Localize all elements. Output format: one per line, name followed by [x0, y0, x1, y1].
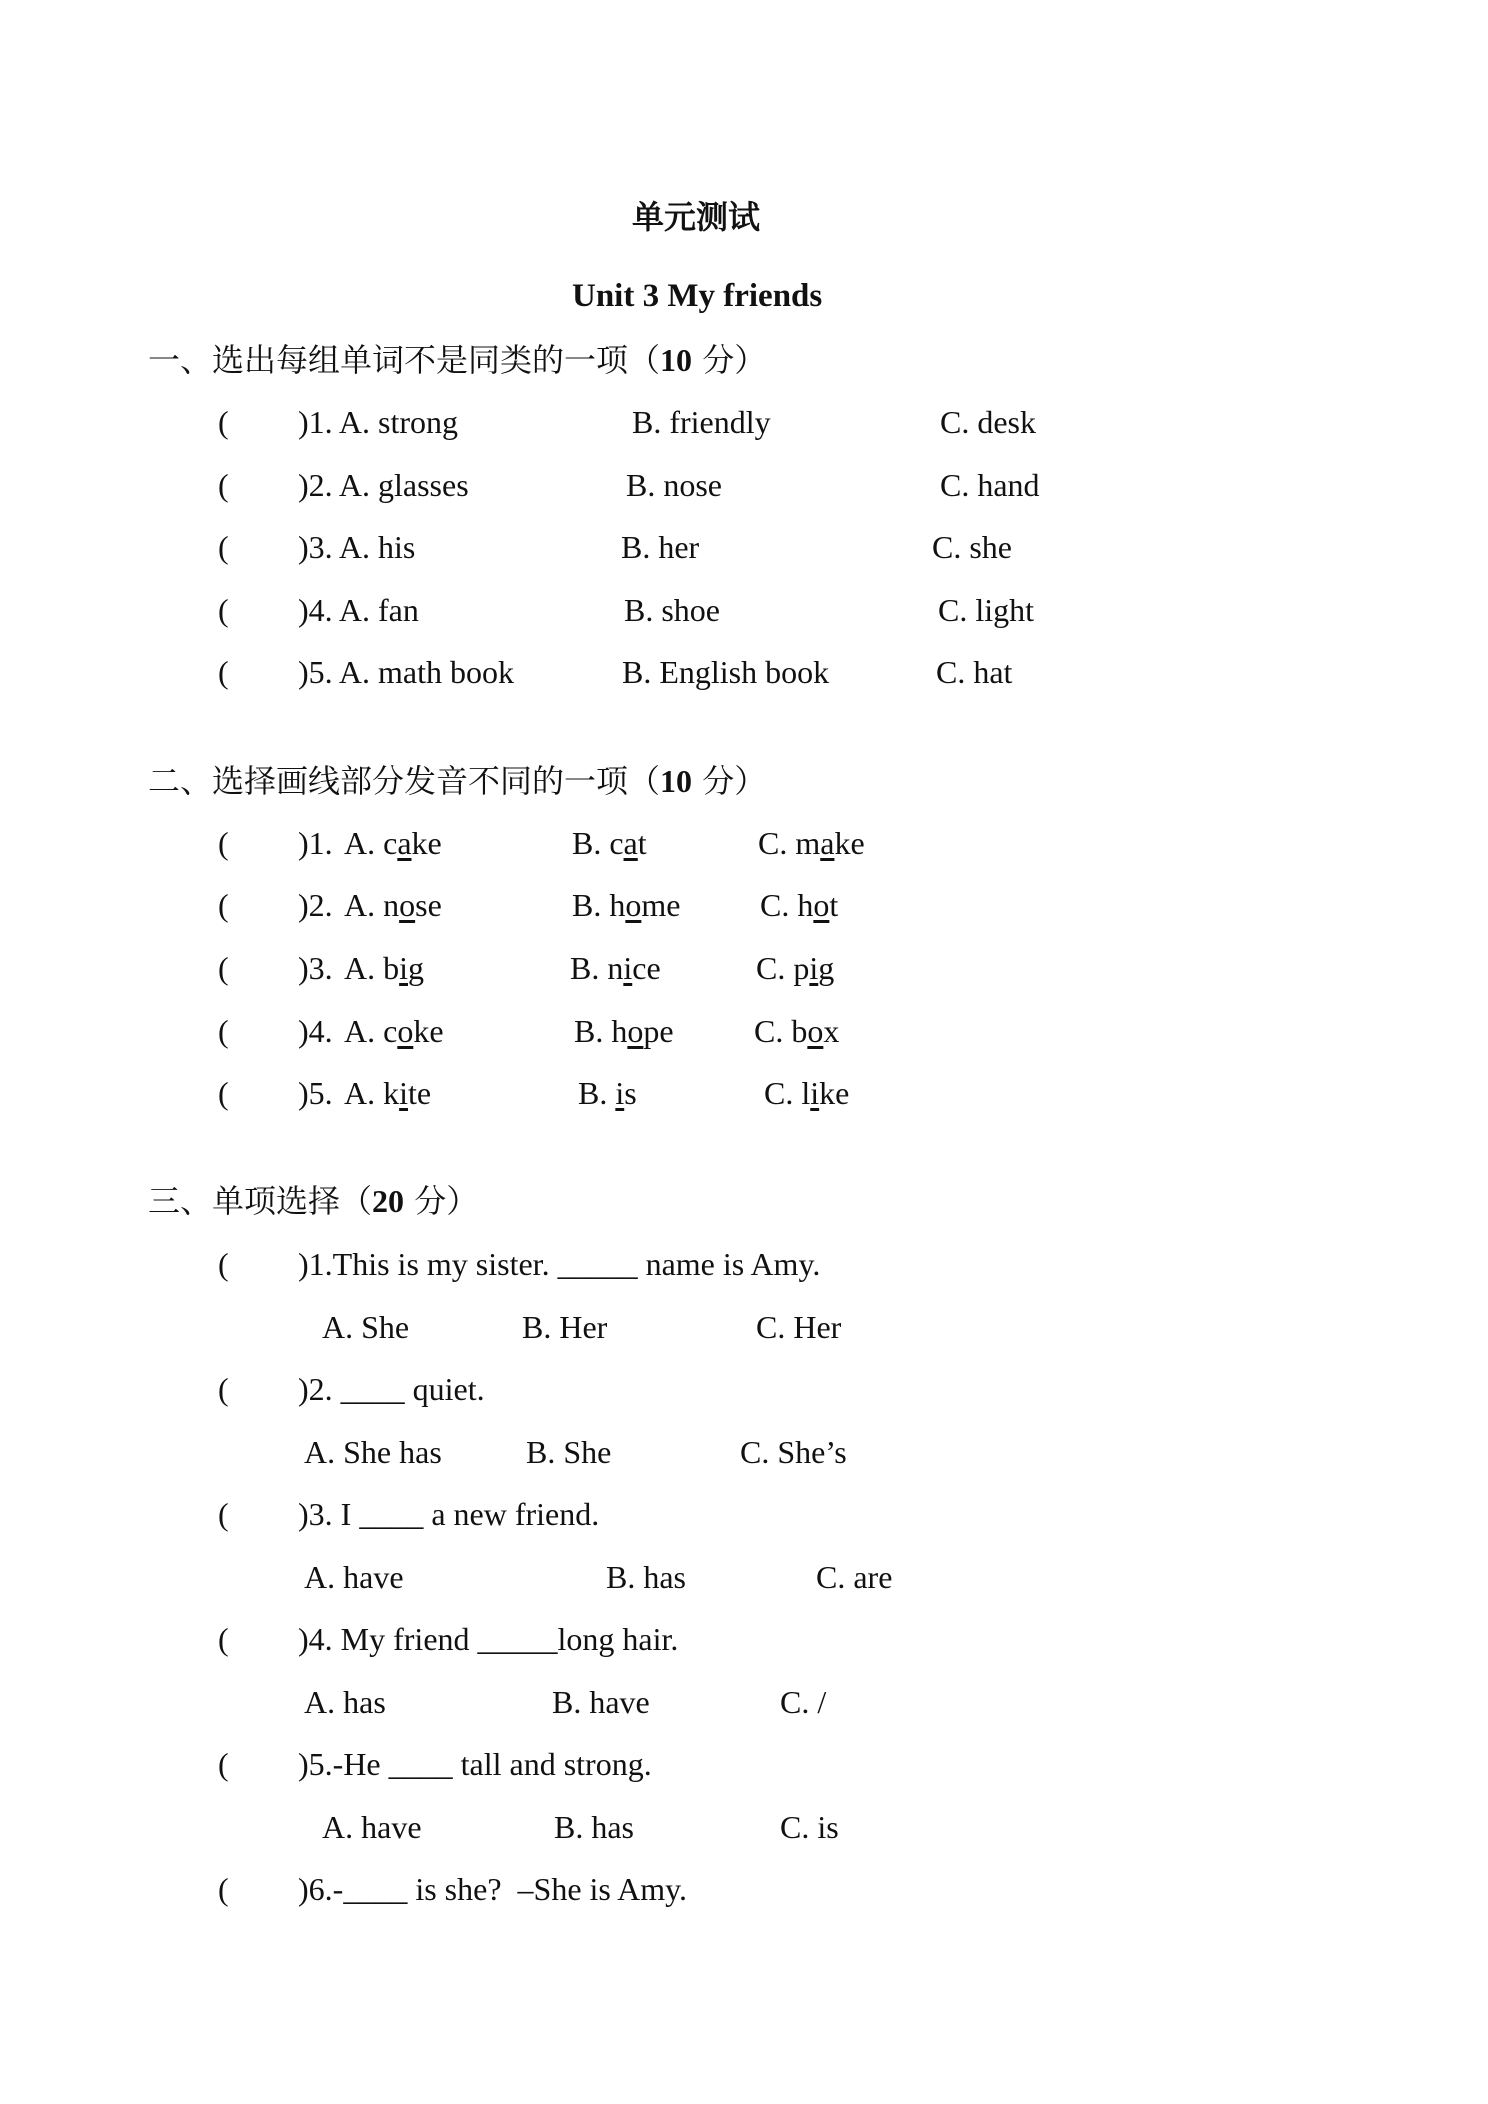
underlined-letter: i: [623, 950, 633, 986]
underlined-letter: o: [807, 1013, 824, 1049]
option-a: A. big: [344, 950, 424, 986]
option-b: B. cat: [572, 825, 647, 861]
question-stem: )1.This is my sister. _____ name is Amy.: [298, 1246, 821, 1282]
option-c: C. are: [816, 1559, 893, 1595]
option-c: C. Her: [756, 1309, 842, 1345]
option-c: C. pig: [756, 950, 835, 986]
underlined-letter: i: [399, 1075, 408, 1111]
option-b: B. friendly: [632, 404, 771, 440]
answer-blank[interactable]: (: [218, 404, 229, 440]
underlined-letter: i: [399, 950, 408, 986]
option-c: C. hot: [760, 887, 839, 923]
option-c: C. make: [758, 825, 865, 861]
option-a: A. have: [322, 1809, 422, 1845]
answer-blank[interactable]: (: [218, 467, 229, 503]
question-stem: )4. A. fan: [298, 592, 419, 628]
question-number: )5.: [298, 1075, 333, 1111]
question-number: )4.: [298, 1013, 333, 1049]
answer-blank[interactable]: (: [218, 1871, 229, 1907]
answer-blank[interactable]: (: [218, 950, 229, 986]
option-b: B. shoe: [624, 592, 720, 628]
option-a: A. nose: [344, 887, 442, 923]
option-a: A. kite: [344, 1075, 432, 1111]
answer-blank[interactable]: (: [218, 592, 229, 628]
answer-blank[interactable]: (: [218, 887, 229, 923]
underlined-letter: a: [397, 825, 412, 861]
page-subtitle: Unit 3 My friends: [572, 278, 823, 314]
option-b: B. her: [621, 529, 700, 565]
question-number: )1.: [298, 825, 333, 861]
answer-blank[interactable]: (: [218, 529, 229, 565]
answer-blank[interactable]: (: [218, 1746, 229, 1782]
answer-blank[interactable]: (: [218, 1075, 229, 1111]
option-c: C. hat: [936, 654, 1013, 690]
answer-blank[interactable]: (: [218, 1013, 229, 1049]
question-stem: )3. I ____ a new friend.: [298, 1496, 600, 1532]
option-b: B. English book: [622, 654, 830, 690]
question-stem: )2. A. glasses: [298, 467, 469, 503]
underlined-letter: o: [397, 1013, 414, 1049]
option-a: A. She has: [304, 1434, 442, 1470]
option-c: C. desk: [940, 404, 1036, 440]
option-c: C. light: [938, 592, 1035, 628]
option-b: B. nose: [626, 467, 722, 503]
question-stem: )3. A. his: [298, 529, 416, 565]
answer-blank[interactable]: (: [218, 1246, 229, 1282]
option-c: C. hand: [940, 467, 1040, 503]
answer-blank[interactable]: (: [218, 654, 229, 690]
underlined-letter: o: [399, 887, 416, 923]
underlined-letter: o: [813, 887, 830, 923]
option-c: C. She’s: [740, 1434, 847, 1470]
option-a: A. have: [304, 1559, 404, 1595]
section-2-heading: 二、选择画线部分发音不同的一项（10 分）: [148, 762, 767, 800]
option-b: B. has: [554, 1809, 634, 1845]
underlined-letter: a: [623, 825, 638, 861]
option-a: A. cake: [344, 825, 442, 861]
underlined-letter: i: [810, 1075, 820, 1111]
answer-blank[interactable]: (: [218, 1621, 229, 1657]
underlined-letter: o: [627, 1013, 644, 1049]
answer-blank[interactable]: (: [218, 825, 229, 861]
section-1-heading: 一、选出每组单词不是同类的一项（10 分）: [148, 341, 767, 379]
option-a: A. has: [304, 1684, 386, 1720]
option-c: C. she: [932, 529, 1012, 565]
answer-blank[interactable]: (: [218, 1496, 229, 1532]
section-3-heading: 三、单项选择（20 分）: [148, 1182, 479, 1220]
option-b: B. hope: [574, 1013, 674, 1049]
option-b: B. She: [526, 1434, 612, 1470]
option-c: C. like: [764, 1075, 850, 1111]
question-stem: )6.-____ is she? –She is Amy.: [298, 1871, 688, 1907]
option-b: B. has: [606, 1559, 686, 1595]
question-number: )3.: [298, 950, 333, 986]
question-stem: )2. ____ quiet.: [298, 1371, 485, 1407]
option-a: A. coke: [344, 1013, 444, 1049]
option-b: B. have: [552, 1684, 650, 1720]
option-c: C. is: [780, 1809, 839, 1845]
option-c: C. /: [780, 1684, 827, 1720]
question-stem: )1. A. strong: [298, 404, 458, 440]
question-stem: )5. A. math book: [298, 654, 514, 690]
question-stem: )4. My friend _____long hair.: [298, 1621, 679, 1657]
underlined-letter: o: [625, 887, 642, 923]
question-number: )2.: [298, 887, 333, 923]
answer-blank[interactable]: (: [218, 1371, 229, 1407]
option-a: A. She: [322, 1309, 410, 1345]
underlined-letter: i: [615, 1075, 625, 1111]
option-b: B. home: [572, 887, 681, 923]
underlined-letter: a: [820, 825, 835, 861]
option-c: C. box: [754, 1013, 840, 1049]
option-b: B. Her: [522, 1309, 608, 1345]
option-b: B. nice: [570, 950, 661, 986]
page-title: 单元测试: [632, 198, 761, 236]
underlined-letter: i: [809, 950, 819, 986]
option-b: B. is: [578, 1075, 637, 1111]
question-stem: )5.-He ____ tall and strong.: [298, 1746, 652, 1782]
